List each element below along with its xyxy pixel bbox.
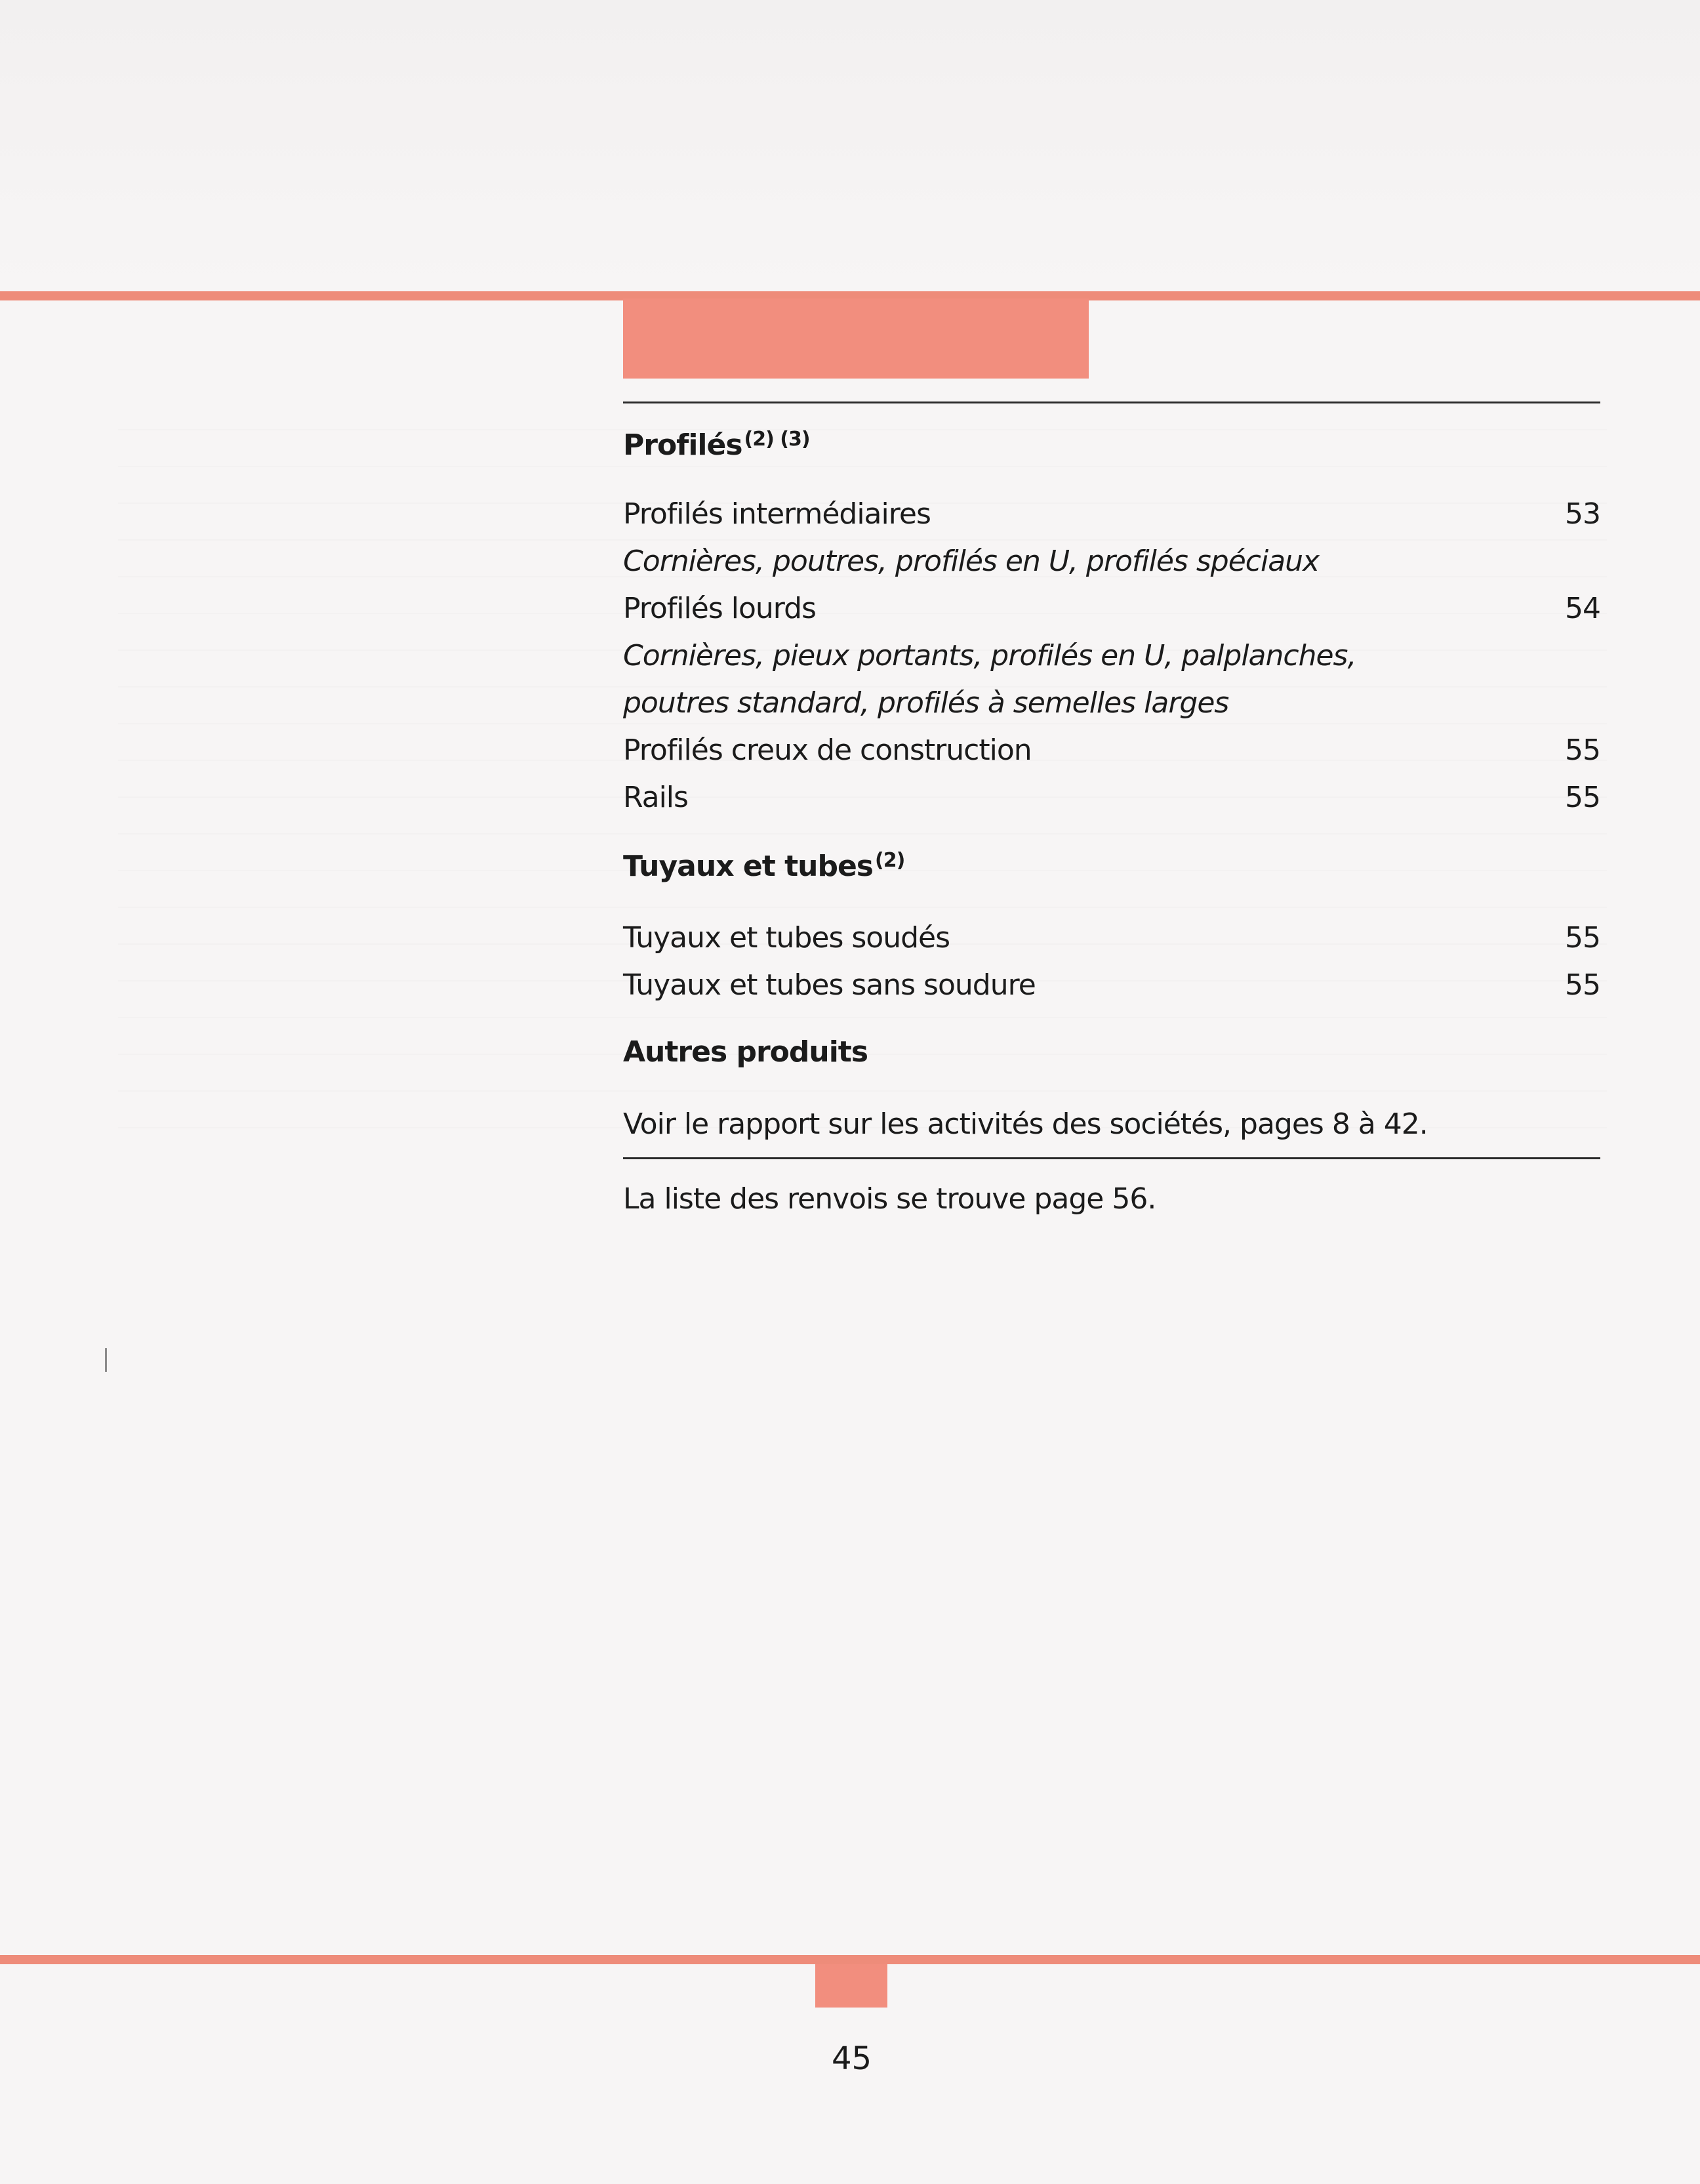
section-heading-profiles (623, 428, 810, 462)
index-entry-detail (623, 686, 1600, 720)
entry-label: Cornières, pieux portants, profilés en U, palplanches, (623, 639, 1356, 672)
index-entry-detail (623, 639, 1600, 672)
entry-label: Profilés lourds (623, 592, 816, 625)
entry-page: 55 (1565, 781, 1600, 814)
top-accent-block (623, 299, 1089, 379)
entry-label: Rails (623, 781, 688, 814)
entry-page: 54 (1565, 592, 1600, 625)
section-title: Autres produits (623, 1035, 868, 1069)
entry-page: 55 (1565, 733, 1600, 767)
section-title: Tuyaux et tubes (623, 850, 873, 883)
entry-page: 53 (1565, 497, 1600, 531)
index-entry (623, 592, 1600, 625)
index-entry (623, 968, 1600, 1002)
bottom-accent-block (815, 1964, 887, 2008)
page-top-shade (0, 0, 1700, 289)
index-entry (623, 497, 1600, 531)
footnote-text: La liste des renvois se trouve page 56. (623, 1182, 1156, 1216)
margin-mark (105, 1348, 107, 1372)
section-notes: (2) (874, 849, 905, 872)
section-title: Profilés (623, 428, 742, 462)
index-entry (623, 781, 1600, 814)
section-heading-pipes (623, 849, 904, 883)
page-number: 45 (832, 2040, 872, 2077)
entry-label: Tuyaux et tubes soudés (623, 921, 950, 955)
entry-label: Voir le rapport sur les activités des sociétés, pages 8 à 42. (623, 1107, 1428, 1141)
index-entry-detail (623, 545, 1600, 578)
entry-label: Cornières, poutres, profilés en U, profilés spéciaux (623, 545, 1320, 578)
section-notes: (2) (3) (744, 428, 810, 451)
index-entry (623, 1107, 1600, 1141)
entry-label: Profilés intermédiaires (623, 497, 931, 531)
index-entry (623, 921, 1600, 955)
entry-page: 55 (1565, 968, 1600, 1002)
bottom-accent-band (0, 1955, 1700, 1964)
entry-label: poutres standard, profilés à semelles larges (623, 686, 1229, 720)
footnote-rule (623, 1157, 1600, 1159)
top-rule (623, 402, 1600, 403)
entry-label: Tuyaux et tubes sans soudure (623, 968, 1036, 1002)
entry-label: Profilés creux de construction (623, 733, 1032, 767)
index-entry (623, 733, 1600, 767)
footnote-reference (623, 1182, 1600, 1216)
section-heading-other (623, 1035, 868, 1069)
entry-page: 55 (1565, 921, 1600, 955)
